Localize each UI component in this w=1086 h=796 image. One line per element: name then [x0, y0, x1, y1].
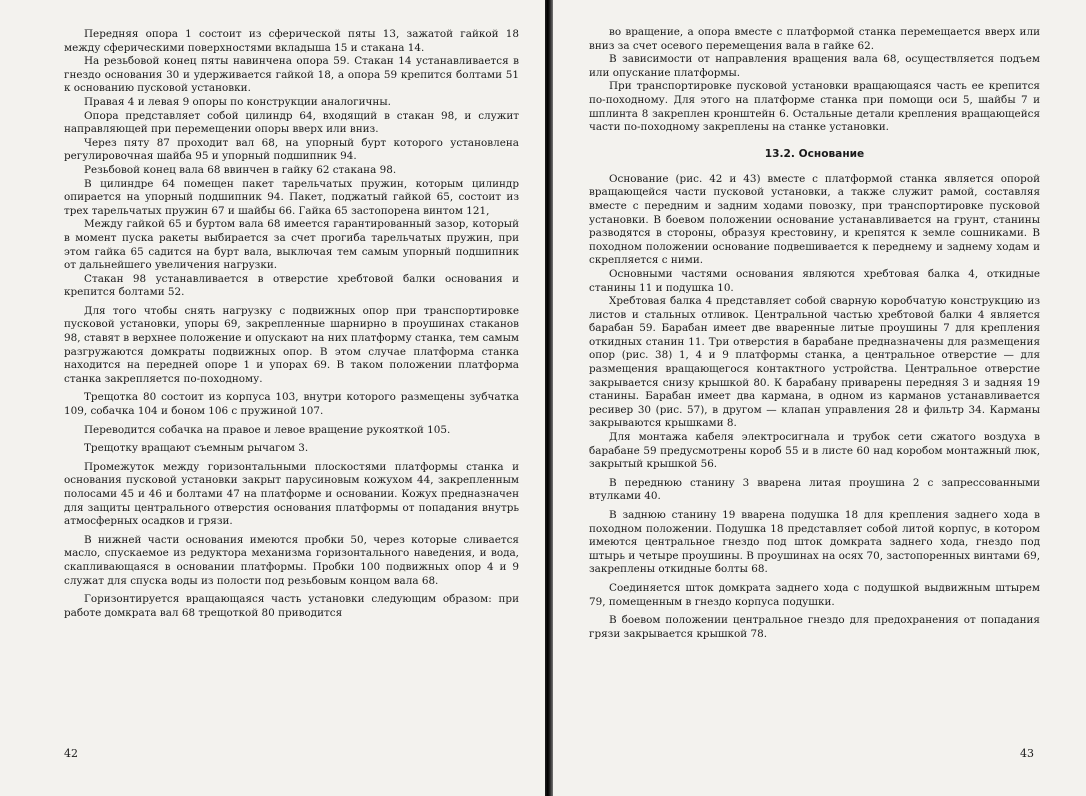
paragraph: В боевом положении центральное гнездо для предохранения от попадания грязи закрывается крышкой 78. [589, 614, 1040, 640]
paragraph: Для того чтобы снять нагрузку с подвижных опор при транспортировке пусковой установки, упоры 69, закрепленные шарнирно в проушинах стаканов 98, ставят в верхнее положение и опускают на них платформу станка, тем самым разгружаются домкраты подвижных опор. В этом случае платформа станка находится на передней опоре 1 и упорах 69. В таком положении платформа станка закрепляется по-походному. [64, 304, 519, 385]
paragraph: Между гайкой 65 и буртом вала 68 имеется гарантированный зазор, который в момент пуска ракеты выбирается за счет прогиба тарельчатых пружин, при этом гайка 65 садится на бурт вала, выключая тем самым упорный подшипник от дальнейшего увеличения нагрузки. [64, 218, 519, 272]
paragraph: На резьбовой конец пяты навинчена опора 59. Стакан 14 устанавливается в гнездо основания 30 и удерживается гайкой 18, а опора 59 крепится болтами 51 к основанию пусковой установки. [64, 55, 519, 95]
book-gutter [545, 0, 553, 796]
paragraph: Опора представляет собой цилиндр 64, входящий в стакан 98, и служит направляющей при перемещении опоры вверх или вниз. [64, 109, 519, 136]
paragraph: Горизонтируется вращающаяся часть установки следующим образом: при работе домкрата вал 68 трещоткой 80 приводится [64, 593, 519, 619]
page-number: 42 [64, 747, 78, 760]
paragraph: В зависимости от направления вращения вала 68, осуществляется подъем или опускание платформы. [589, 53, 1040, 79]
paragraph: Для монтажа кабеля электросигнала и трубок сети сжатого воздуха в барабане 59 предусмотрены короб 55 и в листе 60 над коробом монтажный люк, закрытый крышкой 56. [589, 431, 1040, 471]
paragraph: В заднюю станину 19 вварена подушка 18 для крепления заднего хода в походном положении. Подушка 18 представляет собой литой корпус, в котором имеются центральное гнездо под шток домкрата заднего хода, гнездо под штырь и четыре проушины. В проушинах на осях 70, застопоренных винтами 69, закреплены откидные болты 68. [589, 509, 1040, 576]
paragraph: Трещотку вращают съемным рычагом 3. [84, 442, 309, 455]
paragraph: В цилиндре 64 помещен пакет тарельчатых пружин, которым цилиндр опирается на упорный подшипник 94. Пакет, поджатый гайкой 65, состоит из трех тарельчатых пружин 67 и шайбы 66. Гайка 65 застопорена винтом 121, [64, 177, 519, 217]
section-heading: 13.2. Основание [764, 147, 865, 160]
paragraph: во вращение, а опора вместе с платформой станка перемещается вверх или вниз за счет осевого перемещения вала в гайке 62. [589, 26, 1040, 52]
paragraph: Передняя опора 1 состоит из сферической пяты 13, зажатой гайкой 18 между сферическими поверхностями вкладыша 15 и стакана 14. [64, 28, 519, 54]
paragraph: Через пяту 87 проходит вал 68, на упорный бурт которого установлена регулировочная шайба 95 и упорный подшипник 94. [64, 136, 519, 163]
right-page [553, 0, 1086, 796]
paragraph: Резьбовой конец вала 68 ввинчен в гайку 62 стакана 98. [84, 163, 397, 176]
paragraph: Промежуток между горизонтальными плоскостями платформы станка и основания пусковой установки закрыт парусиновым кожухом 44, закрепленным полосами 45 и 46 и болтами 47 на платформе и основании. Кожух предназначен для защиты центрального отверстия основания платформы от попадания внутрь атмосферных осадков и грязи. [64, 460, 519, 528]
paragraph: Основание (рис. 42 и 43) вместе с платформой станка является опорой вращающейся части пусковой установки, а также служит рамой, составляя вместе с передним и задним ходами повозку, при транспортировке пусковой установки. В боевом положении основание устанавливается на грунт, станины разводятся в стороны, образуя крестовину, и крепятся к земле сошниками. В походном положении основание подвешивается к переднему и заднему ходам и скрепляется с ними. [589, 172, 1040, 267]
paragraph: Соединяется шток домкрата заднего хода с подушкой выдвижным штырем 79, помещенным в гнездо корпуса подушки. [589, 581, 1040, 608]
paragraph: В переднюю станину 3 вварена литая проушина 2 с запрессованными втулками 40. [589, 476, 1040, 503]
paragraph: Основными частями основания являются хребтовая балка 4, откидные станины 11 и подушка 10. [589, 267, 1040, 294]
paragraph: Стакан 98 устанавливается в отверстие хребтовой балки основания и крепится болтами 52. [64, 272, 519, 299]
paragraph: Трещотка 80 состоит из корпуса 103, внутри которого размещены зубчатка 109, собачка 104 и боном 106 с пружиной 107. [64, 391, 519, 418]
page-number: 43 [1020, 747, 1034, 760]
paragraph: При транспортировке пусковой установки вращающаяся часть ее крепится по-походному. Для этого на платформе станка при помощи оси 5, шайбы 7 и шплинта 8 закреплен кронштейн 6. Остальные детали крепления вращающейся части по-походному закреплены на станке установки. [589, 80, 1040, 134]
paragraph: Правая 4 и левая 9 опоры по конструкции аналогичны. [84, 95, 391, 108]
paragraph: Хребтовая балка 4 представляет собой сварную коробчатую конструкцию из листов и стальных отливок. Центральной частью хребтовой балки 4 является барабан 59. Барабан имеет две вваренные литые проушины 7 для крепления откидных станин 11. Три отверстия в барабане предназначены для размещения опор (рис. 38) 1, 4 и 9 платформы станка, а центральное отверстие — для размещения вращающегося контактного устройства. Центральное отверстие закрывается снизу крышкой 80. К барабану приварены передняя 3 и задняя 19 станины. Барабан имеет два кармана, в одном из карманов устанавливается ресивер 30 (рис. 57), в другом — клапан управления 28 и фильтр 34. Карманы закрываются крышками 8. [589, 295, 1040, 430]
paragraph: Переводится собачка на правое и левое вращение рукояткой 105. [84, 423, 451, 436]
paragraph: В нижней части основания имеются пробки 50, через которые сливается масло, спускаемое из редуктора механизма горизонтального наведения, и вода, скапливающаяся в основании платформы. Пробки 100 подвижных опор 4 и 9 служат для спуска воды из полости под резьбовым концом вала 68. [64, 533, 519, 587]
